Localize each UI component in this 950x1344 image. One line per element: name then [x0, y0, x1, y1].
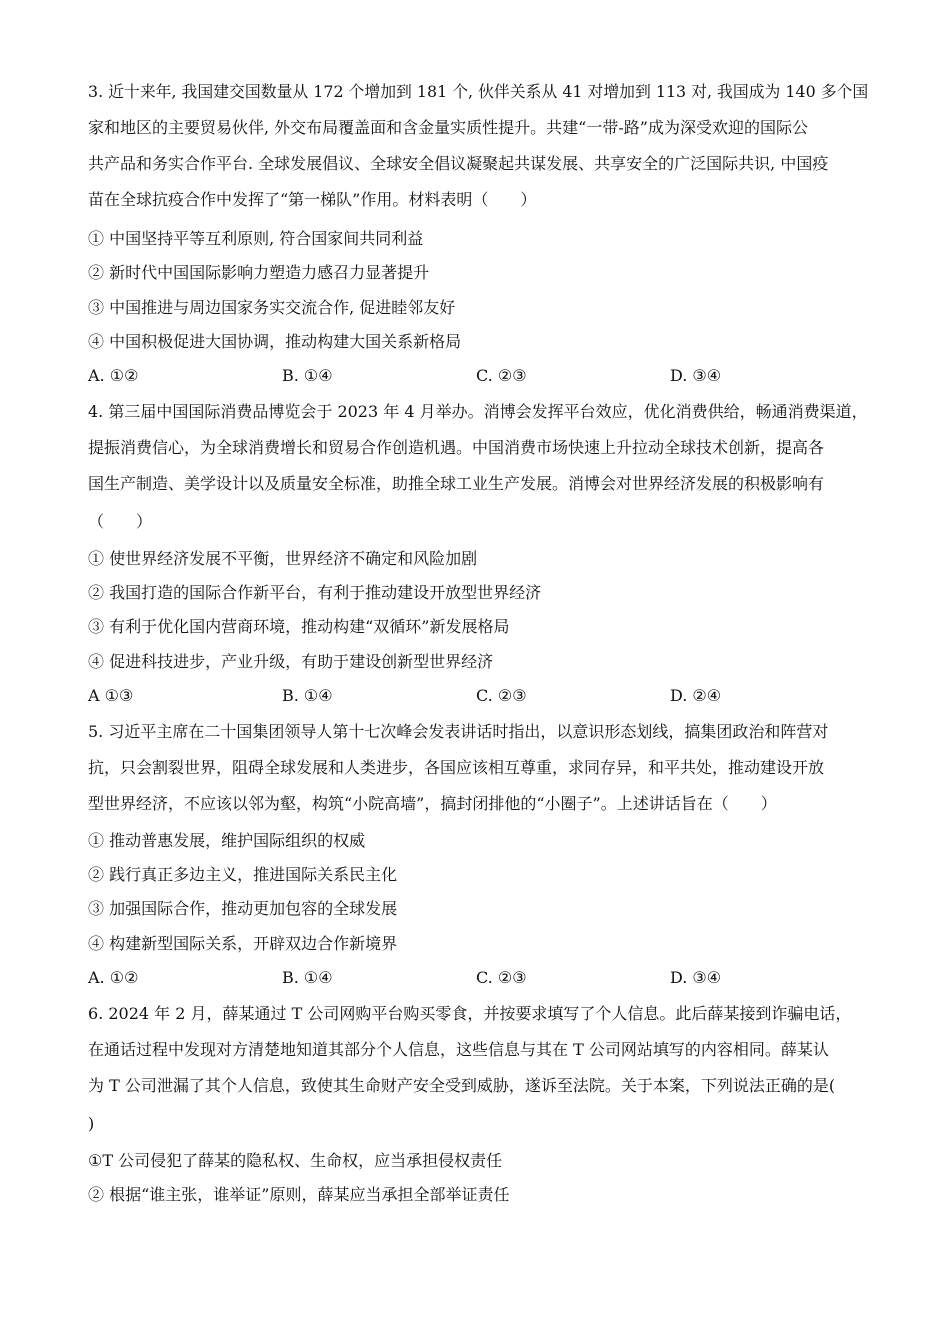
q3-option-a: A. ①②: [88, 366, 139, 385]
q6-stem-line-3: 为 T 公司泄漏了其个人信息，致使其生命财产安全受到威胁，遂诉至法院。关于本案，下列说法正确的是(: [88, 1076, 836, 1095]
q5-item-4: ④ 构建新型国际关系，开辟双边合作新境界: [88, 934, 398, 953]
q5-item-3: ③ 加强国际合作，推动更加包容的全球发展: [88, 899, 398, 918]
q4-stem-line-4: （ ）: [88, 512, 153, 531]
q4-option-a: A ①③: [88, 686, 134, 705]
q5-option-c: C. ②③: [476, 968, 527, 987]
q3-item-4: ④ 中国积极促进大国协调，推动构建大国关系新格局: [88, 332, 462, 351]
q3-option-c: C. ②③: [476, 366, 527, 385]
q4-item-1: ① 使世界经济发展不平衡，世界经济不确定和风险加剧: [88, 549, 478, 568]
q6-stem-line-2: 在通话过程中发现对方清楚地知道其部分个人信息，这些信息与其在 T 公司网站填写的内容相同。薛某认: [88, 1040, 829, 1059]
q3-item-2: ② 新时代中国国际影响力塑造力感召力显著提升: [88, 263, 430, 282]
q4-stem-line-2: 提振消费信心，为全球消费增长和贸易合作创造机遇。中国消费市场快速上升拉动全球技术创新，提高各: [88, 438, 825, 457]
q3-item-1: ① 中国坚持平等互利原则, 符合国家间共同利益: [88, 229, 424, 248]
q3-option-d: D. ③④: [670, 366, 722, 385]
q5-item-1: ① 推动普惠发展，维护国际组织的权威: [88, 831, 366, 850]
q5-stem-line-1: 5. 习近平主席在二十国集团领导人第十七次峰会发表讲话时指出，以意识形态划线，搞集团政治和阵营对: [88, 722, 829, 741]
q6-stem-line-4: ): [88, 1114, 95, 1133]
q6-stem-line-1: 6. 2024 年 2 月，薛某通过 T 公司网购平台购买零食，并按要求填写了个人信息。此后薛某接到诈骗电话，: [88, 1004, 852, 1023]
q4-option-b: B. ①④: [282, 686, 333, 705]
q3-stem-line-4: 苗在全球抗疫合作中发挥了“第一梯队”作用。材料表明（ ）: [88, 190, 537, 209]
q3-stem-line-2: 家和地区的主要贸易伙伴, 外交布局覆盖面和含金量实质性提升。共建“一带-路”成为深受欢迎的国际公: [88, 118, 808, 137]
q5-options: [88, 967, 868, 989]
q3-item-3: ③ 中国推进与周边国家务实交流合作, 促进睦邻友好: [88, 298, 456, 317]
q5-option-d: D. ③④: [670, 968, 722, 987]
q3-stem-line-1: 3. 近十来年, 我国建交国数量从 172 个增加到 181 个, 伙伴关系从 41 对增加到 113 对, 我国成为 140 多个国: [88, 82, 869, 101]
q5-stem-line-3: 型世界经济，不应该以邻为壑，构筑“小院高墙”，搞封闭排他的“小圈子”。上述讲话旨在（ ）: [88, 794, 777, 813]
q6-item-1: ①T 公司侵犯了薛某的隐私权、生命权，应当承担侵权责任: [88, 1151, 503, 1170]
q5-option-b: B. ①④: [282, 968, 333, 987]
q4-stem-line-3: 国生产制造、美学设计以及质量安全标准，助推全球工业生产发展。消博会对世界经济发展的积极影响有: [88, 474, 825, 493]
q4-stem-line-1: 4. 第三届中国国际消费品博览会于 2023 年 4 月举办。消博会发挥平台效应，优化消费供给，畅通消费渠道，: [88, 402, 868, 421]
q4-item-3: ③ 有利于优化国内营商环境，推动构建“双循环”新发展格局: [88, 617, 510, 636]
q3-stem-line-3: 共产品和务实合作平台. 全球发展倡议、全球安全倡议凝聚起共谋发展、共享安全的广泛国际共识, 中国疫: [88, 154, 829, 173]
q4-options: [88, 685, 868, 707]
q3-options: [88, 365, 868, 387]
q6-item-2: ② 根据“谁主张，谁举证”原则，薛某应当承担全部举证责任: [88, 1185, 510, 1204]
q3-option-b: B. ①④: [282, 366, 333, 385]
q5-item-2: ② 践行真正多边主义，推进国际关系民主化: [88, 865, 398, 884]
q4-option-d: D. ②④: [670, 686, 722, 705]
q5-option-a: A. ①②: [88, 968, 139, 987]
q5-stem-line-2: 抗，只会割裂世界，阻碍全球发展和人类进步，各国应该相互尊重，求同存异，和平共处，推动建设开放: [88, 758, 825, 777]
q4-item-2: ② 我国打造的国际合作新平台，有利于推动建设开放型世界经济: [88, 583, 542, 602]
q4-option-c: C. ②③: [476, 686, 527, 705]
q4-item-4: ④ 促进科技进步，产业升级，有助于建设创新型世界经济: [88, 652, 494, 671]
